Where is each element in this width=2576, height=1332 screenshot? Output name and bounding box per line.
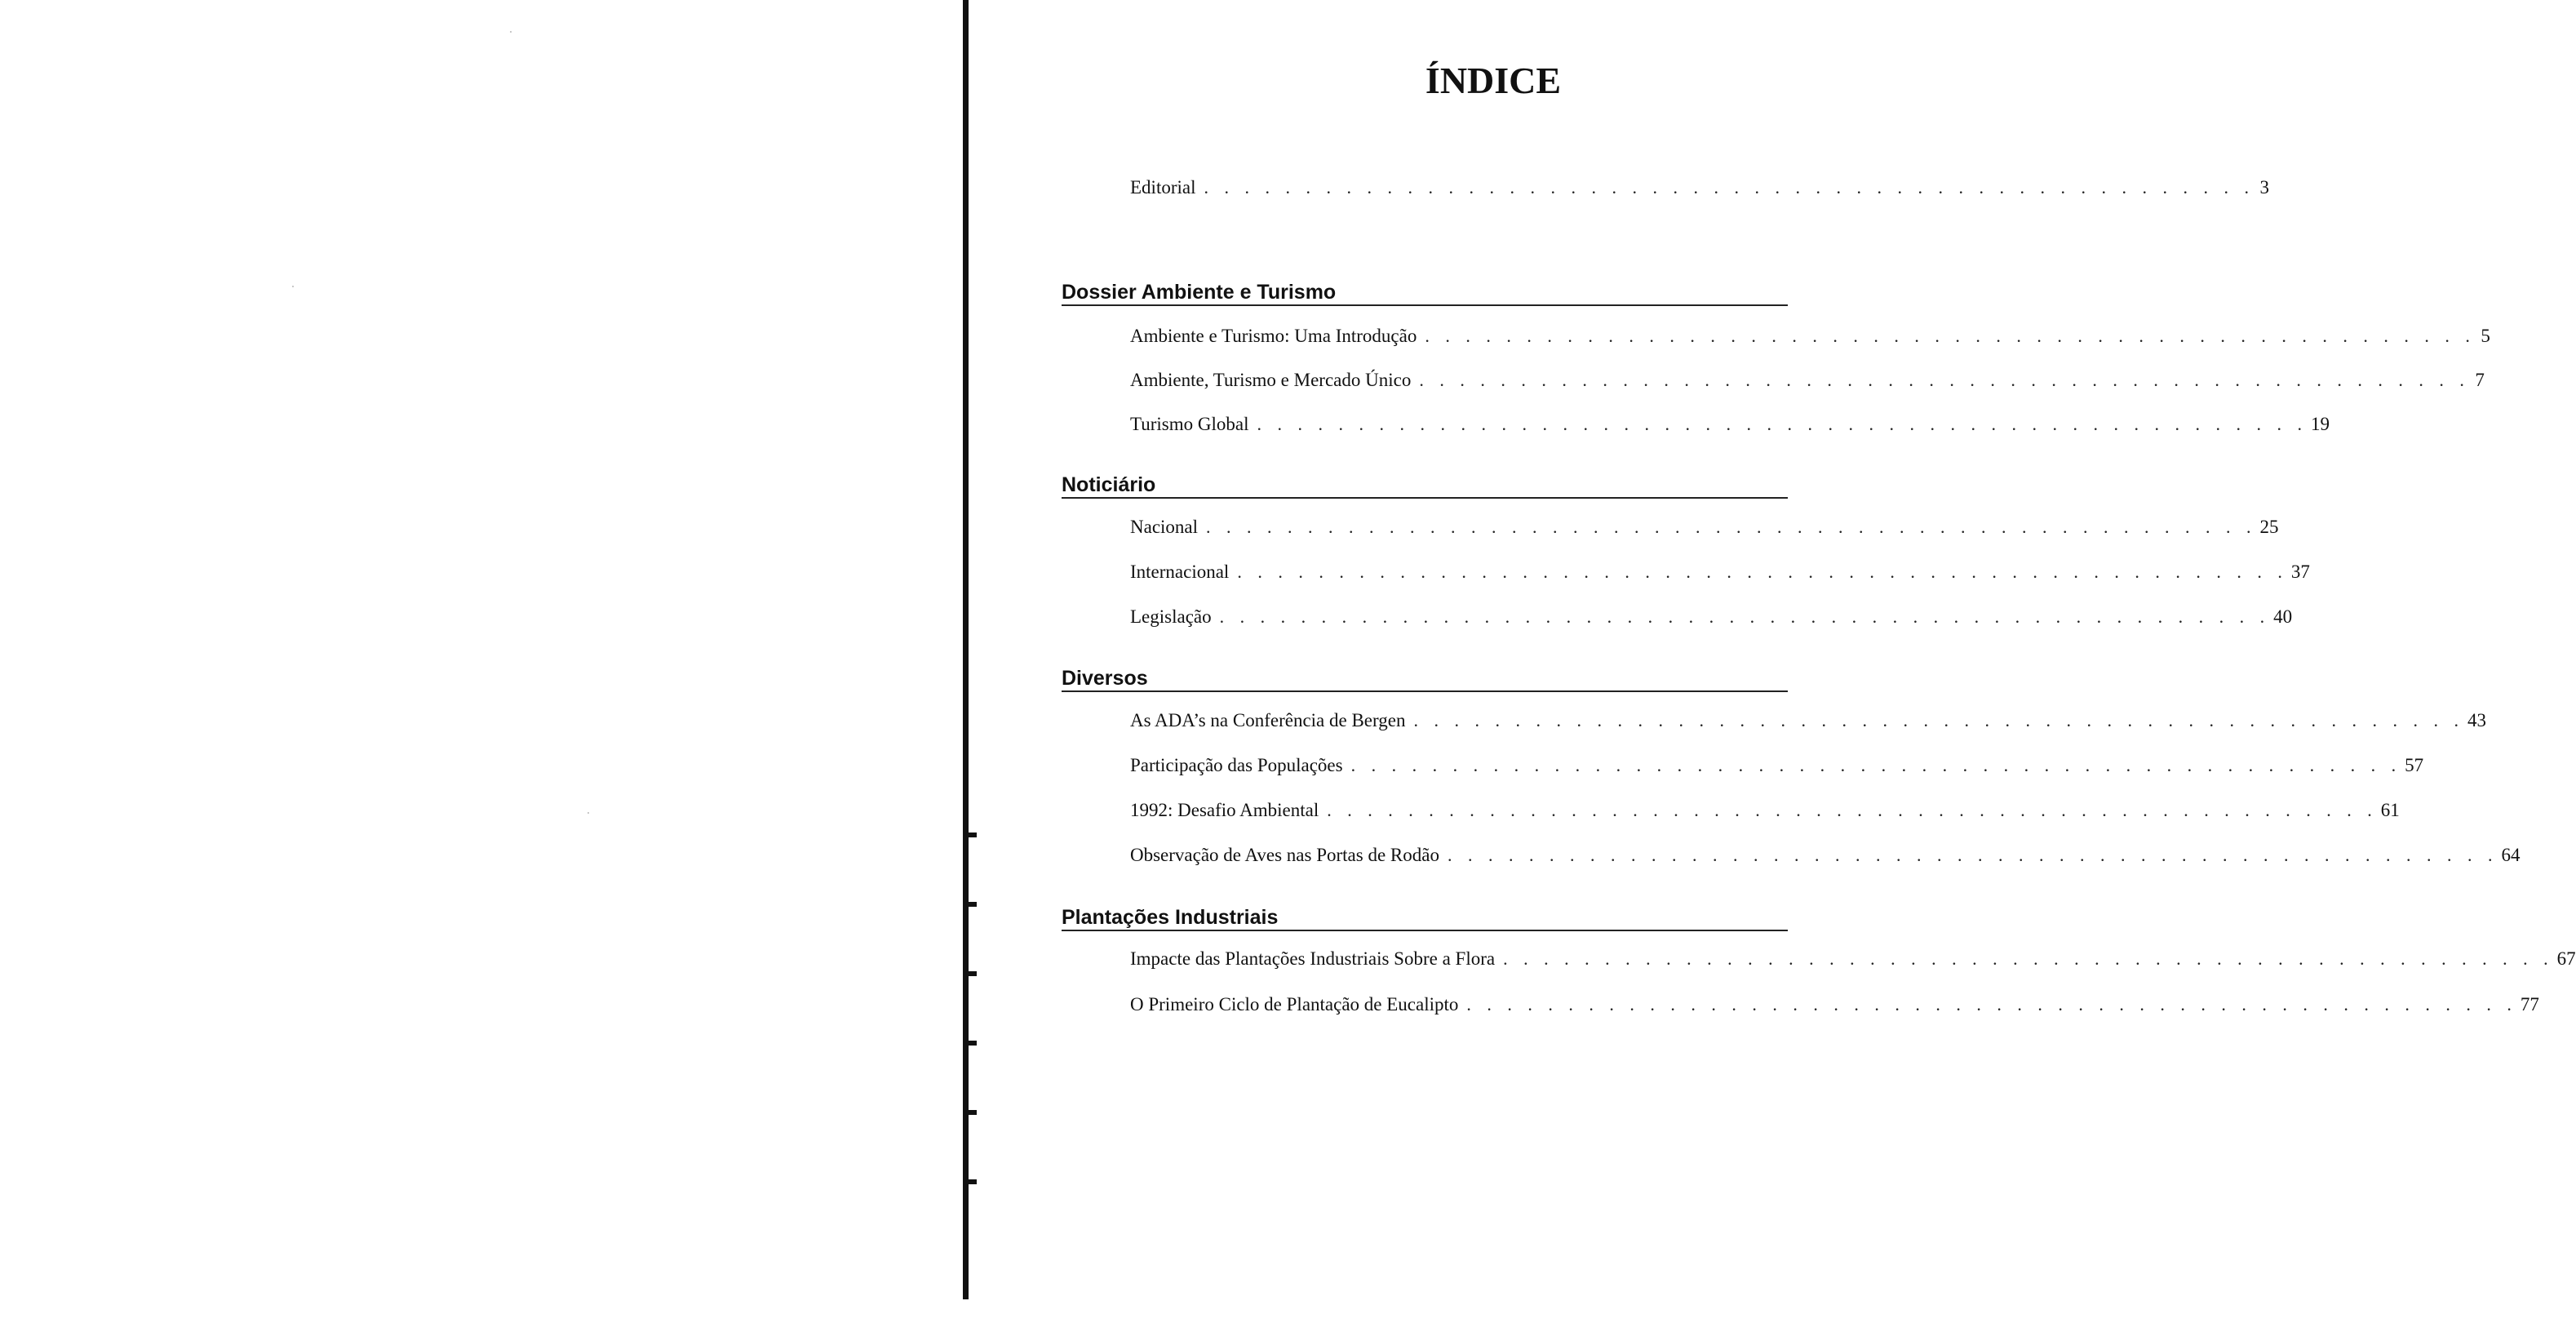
toc-entry [1130,945,2576,973]
spine-mark [969,1110,977,1115]
toc-entry-label: Ambiente e Turismo: Uma Introdução [1130,326,1417,346]
toc-entry-page: 40 [2273,606,2293,627]
dot-leader: . . . . . . . . . . . . . . . . . . . . . . . . . . . . . . . . . . . . . . . . . . . . . . . . . . . . [1447,845,2498,865]
toc-entry-label: Internacional [1130,562,1230,582]
toc-entry-editorial [1130,174,2269,202]
toc-entry-page: 61 [2380,800,2400,820]
section-header-plantacoes [1062,902,1788,931]
toc-entry-label: Legislação [1130,606,1212,627]
dot-leader: . . . . . . . . . . . . . . . . . . . . . . . . . . . . . . . . . . . . . . . . . . . . . . . . . . . . [1237,562,2288,582]
section-header-dossier [1062,277,1788,306]
toc-entry-label: 1992: Desafio Ambiental [1130,800,1319,820]
dot-leader: . . . . . . . . . . . . . . . . . . . . . . . . . . . . . . . . . . . . . . . . . . . . . . . . . . . . [1327,800,2378,820]
spine-mark [969,832,977,837]
dot-leader: . . . . . . . . . . . . . . . . . . . . . . . . . . . . . . . . . . . . . . . . . . . . . . . . . . . . [1219,606,2271,627]
dot-leader: . . . . . . . . . . . . . . . . . . . . . . . . . . . . . . . . . . . . . . . . . . . . . . . . . . . . [1206,517,2257,537]
toc-entry-page: 64 [2501,845,2521,865]
toc-entry [1130,603,2293,631]
toc-entry [1130,707,2486,735]
section-heading: Noticiário [1062,473,1156,496]
section-heading: Plantações Industriais [1062,906,1279,929]
toc-entry-label: As ADA’s na Conferência de Bergen [1130,710,1406,730]
section-header-noticiario [1062,469,1788,499]
toc-entry-label: Participação das Populações [1130,755,1343,775]
toc-entry-label: Nacional [1130,517,1199,537]
scan-speck [292,286,294,287]
dot-leader: . . . . . . . . . . . . . . . . . . . . . . . . . . . . . . . . . . . . . . . . . . . . . . . . . . . . [1503,948,2554,969]
dot-leader: . . . . . . . . . . . . . . . . . . . . . . . . . . . . . . . . . . . . . . . . . . . . . . . . . . . . [1257,414,2308,434]
toc-entry-page: 5 [2481,326,2490,346]
toc-entry [1130,841,2521,869]
toc-entry-label: O Primeiro Ciclo de Plantação de Eucalipto [1130,994,1459,1015]
spine-mark [969,1179,977,1184]
toc-entry-page: 7 [2475,370,2485,390]
toc-entry [1130,322,2490,350]
dot-leader: . . . . . . . . . . . . . . . . . . . . . . . . . . . . . . . . . . . . . . . . . . . . . . . . . . . . [1466,994,2517,1015]
toc-entry-page: 19 [2310,414,2330,434]
section-header-diversos [1062,663,1788,692]
toc-entry-page: 57 [2405,755,2424,775]
toc-entry-page: 77 [2520,994,2539,1015]
dot-leader: . . . . . . . . . . . . . . . . . . . . . . . . . . . . . . . . . . . . . . . . . . . . . . . . . . . . [1419,370,2470,390]
section-heading: Dossier Ambiente e Turismo [1062,281,1337,304]
toc-entry [1130,558,2310,586]
toc-entry [1130,513,2279,541]
toc-entry-label: Impacte das Plantações Industriais Sobre a Flora [1130,948,1496,969]
toc-entry [1130,797,2400,824]
toc-entry [1130,752,2424,779]
table-of-contents-page [1057,0,2576,1332]
toc-entry [1130,411,2330,438]
scan-speck [587,812,589,814]
toc-entry-label: Observação de Aves nas Portas de Rodão [1130,845,1439,865]
toc-entry-page: 43 [2467,710,2486,730]
toc-entry-label: Ambiente, Turismo e Mercado Único [1130,370,1412,390]
toc-entry-label: Turismo Global [1130,414,1249,434]
toc-entry-label: Editorial [1130,177,1196,198]
spine-mark [969,1041,977,1046]
toc-entry-page: 25 [2259,517,2279,537]
toc-entry [1130,366,2485,394]
spine-mark [969,902,977,907]
dot-leader: . . . . . . . . . . . . . . . . . . . . . . . . . . . . . . . . . . . . . . . . . . . . . . . . . . . . [1413,710,2464,730]
dot-leader: . . . . . . . . . . . . . . . . . . . . . . . . . . . . . . . . . . . . . . . . . . . . . . . . . . . . [1425,326,2476,346]
toc-entry [1130,991,2539,1019]
dot-leader: . . . . . . . . . . . . . . . . . . . . . . . . . . . . . . . . . . . . . . . . . . . . . . . . . . . . [1350,755,2402,775]
section-heading: Diversos [1062,667,1148,690]
toc-entry-page: 3 [2259,177,2269,198]
scan-speck [510,31,512,33]
toc-entry-page: 37 [2290,562,2310,582]
page-binding-spine [963,0,969,1299]
dot-leader: . . . . . . . . . . . . . . . . . . . . . . . . . . . . . . . . . . . . . . . . . . . . . . . . . . . . [1204,177,2255,198]
spine-mark [969,971,977,976]
page-title: ÍNDICE [1425,60,1562,101]
toc-entry-page: 67 [2556,948,2576,969]
